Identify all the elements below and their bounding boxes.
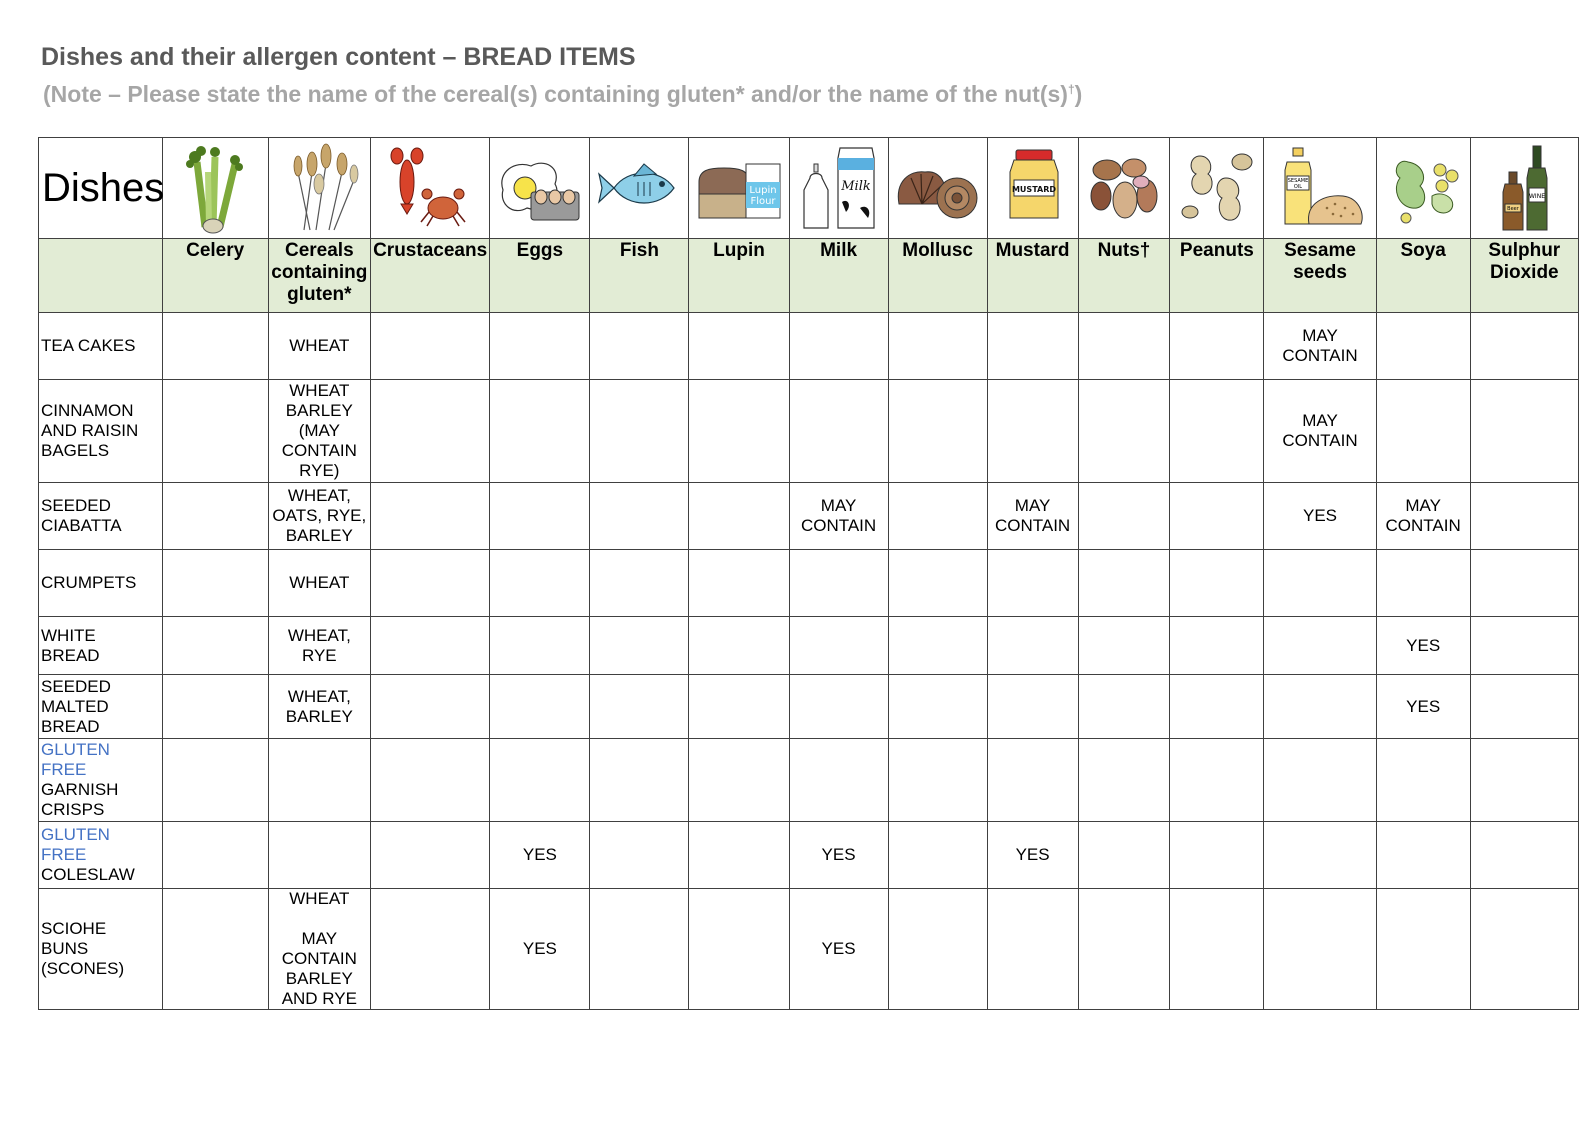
- allergen-cell-value: WHEAT, RYE: [287, 625, 351, 665]
- allergen-label-lupin: Lupin: [689, 239, 789, 313]
- svg-text:Milk: Milk: [840, 179, 871, 194]
- allergen-cell-value: MAY CONTAIN: [800, 496, 877, 535]
- table-row: [39, 822, 1579, 889]
- dish-name: [39, 822, 163, 889]
- allergen-cell-value: MAY CONTAIN: [994, 496, 1071, 535]
- allergen-cell: [268, 483, 370, 550]
- allergen-cell: [1470, 313, 1578, 380]
- gluten-free-tag: FREE: [41, 845, 87, 864]
- allergen-cell-value: YES: [1303, 506, 1338, 525]
- allergen-label-eggs: Eggs: [490, 239, 590, 313]
- allergen-label-soya: Soya: [1376, 239, 1470, 313]
- dish-name-line: SEEDED: [41, 676, 111, 696]
- allergen-cell: [1470, 380, 1578, 483]
- allergen-cell: [490, 739, 590, 822]
- dish-name-line: AND RAISIN: [41, 421, 139, 440]
- allergen-cell: [1264, 313, 1376, 380]
- allergen-cell: [1470, 617, 1578, 675]
- allergen-label-crustaceans: Crustaceans: [370, 239, 489, 313]
- dish-name-line: BREAD: [41, 716, 100, 736]
- allergen-cell: [590, 889, 689, 1010]
- dish-name: [39, 889, 163, 1010]
- allergen-cell: [162, 822, 268, 889]
- allergen-cell: [689, 739, 789, 822]
- allergen-cell: [987, 313, 1078, 380]
- dish-name-line: MALTED: [41, 696, 109, 716]
- allergen-cell: [1170, 889, 1264, 1010]
- allergen-cell: [1170, 675, 1264, 739]
- allergen-cell: [1078, 675, 1170, 739]
- allergen-cell: [987, 822, 1078, 889]
- lupin-icon: [689, 138, 789, 239]
- allergen-cell: [888, 617, 987, 675]
- dish-name: [39, 739, 163, 822]
- allergen-cell: [689, 617, 789, 675]
- svg-text:MUSTARD: MUSTARD: [1011, 185, 1056, 194]
- allergen-cell: [370, 822, 489, 889]
- allergen-cell: [1376, 675, 1470, 739]
- allergen-cell: [162, 313, 268, 380]
- allergen-cell: [1264, 550, 1376, 617]
- allergen-cell: [268, 739, 370, 822]
- allergen-cell: [689, 822, 789, 889]
- dishes-label-cell: [39, 239, 163, 313]
- allergen-cell: [1376, 313, 1470, 380]
- allergen-cell: [370, 483, 489, 550]
- dish-name: [39, 313, 163, 380]
- dish-name: [39, 617, 163, 675]
- table-row: [39, 617, 1579, 675]
- dish-name-line: SCIOHE: [41, 919, 107, 938]
- allergen-cell: [370, 617, 489, 675]
- allergen-cell: [888, 550, 987, 617]
- allergen-cell: [162, 380, 268, 483]
- dish-name-line: BREAD: [41, 645, 100, 665]
- allergen-cell: [590, 380, 689, 483]
- allergen-cell: [888, 739, 987, 822]
- allergen-cell: [1264, 889, 1376, 1010]
- allergen-cell-value: YES: [821, 845, 856, 864]
- allergen-label-celery: Celery: [162, 239, 268, 313]
- allergen-cell: [590, 313, 689, 380]
- milk-icon: [789, 138, 888, 239]
- dishes-header: Dishes: [39, 138, 163, 239]
- allergen-cell-value: WHEAT: [289, 573, 350, 592]
- allergen-cell: [1170, 483, 1264, 550]
- allergen-cell: [789, 483, 888, 550]
- allergen-cell: [1264, 822, 1376, 889]
- dish-name-line: TEA CAKES: [41, 336, 136, 355]
- svg-text:OIL: OIL: [1293, 184, 1303, 190]
- allergen-cell: [590, 739, 689, 822]
- allergen-cell: [1376, 617, 1470, 675]
- allergen-cell-value: WHEAT, OATS, RYE, BARLEY: [272, 486, 367, 545]
- dish-name-line: WHITE: [41, 625, 96, 645]
- allergen-cell: [1470, 739, 1578, 822]
- allergen-label-nuts: Nuts†: [1078, 239, 1170, 313]
- allergen-label-wheat: Cereals containing gluten*: [268, 239, 370, 313]
- allergen-cell: [1170, 550, 1264, 617]
- table-row: [39, 739, 1579, 822]
- dish-name: [39, 675, 163, 739]
- allergen-cell: [987, 550, 1078, 617]
- eggs-icon: [490, 138, 590, 239]
- allergen-cell: [689, 889, 789, 1010]
- allergen-cell: [1078, 380, 1170, 483]
- allergen-cell: [1470, 483, 1578, 550]
- allergen-cell: [162, 889, 268, 1010]
- note-dagger: †: [1067, 82, 1075, 97]
- allergen-cell: [370, 675, 489, 739]
- allergen-cell: [370, 380, 489, 483]
- allergen-cell: [987, 889, 1078, 1010]
- celery-icon: [162, 138, 268, 239]
- allergen-cell: [1264, 617, 1376, 675]
- fish-icon: [590, 138, 689, 239]
- allergen-cell: [1264, 380, 1376, 483]
- allergen-cell: [490, 313, 590, 380]
- allergen-cell-value: MAY CONTAIN: [1385, 496, 1461, 535]
- allergen-cell: [789, 313, 888, 380]
- allergen-cell: [1376, 889, 1470, 1010]
- allergen-cell: [1170, 380, 1264, 483]
- dish-name: [39, 550, 163, 617]
- svg-text:SESAME: SESAME: [1287, 178, 1309, 184]
- dish-name-line: CINNAMON: [41, 401, 134, 420]
- allergen-cell: [1470, 550, 1578, 617]
- allergen-cell: [1170, 822, 1264, 889]
- allergen-cell-value: WHEAT MAY CONTAIN BARLEY AND RYE: [281, 889, 357, 1008]
- allergen-cell-value: YES: [1015, 845, 1050, 864]
- allergen-cell: [490, 889, 590, 1010]
- allergen-cell: [268, 617, 370, 675]
- allergen-cell: [490, 380, 590, 483]
- dish-name-line: SEEDED: [41, 496, 111, 515]
- dish-name: [39, 380, 163, 483]
- allergen-cell: [888, 380, 987, 483]
- table-row: [39, 675, 1579, 739]
- allergen-cell: [1078, 822, 1170, 889]
- allergen-cell: [162, 550, 268, 617]
- mustard-icon: [987, 138, 1078, 239]
- allergen-cell: [1078, 617, 1170, 675]
- allergen-cell: [268, 550, 370, 617]
- allergen-cell-value: YES: [821, 939, 856, 958]
- allergen-cell: [590, 483, 689, 550]
- allergen-cell-value: WHEAT BARLEY (MAY CONTAIN RYE): [281, 381, 357, 480]
- allergen-cell: [888, 822, 987, 889]
- mollusc-icon: [888, 138, 987, 239]
- icon-row: [39, 138, 1579, 239]
- allergen-cell: [789, 617, 888, 675]
- allergen-cell: [370, 889, 489, 1010]
- allergen-cell: [1376, 822, 1470, 889]
- table-row: [39, 483, 1579, 550]
- allergen-cell: [1470, 675, 1578, 739]
- svg-text:WINE: WINE: [1529, 193, 1546, 200]
- allergen-cell: [987, 483, 1078, 550]
- allergen-label-sulphur-dioxide: Sulphur Dioxide: [1470, 239, 1578, 313]
- allergen-cell-value: YES: [1406, 635, 1441, 655]
- allergen-cell: [1170, 739, 1264, 822]
- dish-name-line: BUNS: [41, 939, 89, 958]
- allergen-cell-value: WHEAT, BARLEY: [285, 686, 353, 726]
- allergen-cell: [490, 675, 590, 739]
- allergen-cell: [1078, 550, 1170, 617]
- wheat-icon: [268, 138, 370, 239]
- allergen-cell: [370, 550, 489, 617]
- dish-name-line: BAGELS: [41, 441, 110, 460]
- allergen-cell: [162, 739, 268, 822]
- allergen-cell-value: YES: [522, 845, 557, 864]
- gluten-free-tag: GLUTEN: [41, 740, 110, 759]
- allergen-table: [38, 137, 1579, 1010]
- allergen-cell: [590, 822, 689, 889]
- allergen-cell: [888, 675, 987, 739]
- allergen-label-sesame: Sesame seeds: [1264, 239, 1376, 313]
- allergen-cell: [1170, 617, 1264, 675]
- allergen-label-mustard: Mustard: [987, 239, 1078, 313]
- allergen-label-mollusc: Mollusc: [888, 239, 987, 313]
- allergen-cell: [1264, 739, 1376, 822]
- allergen-label-fish: Fish: [590, 239, 689, 313]
- allergen-cell: [370, 313, 489, 380]
- dish-name-line: CIABATTA: [41, 516, 122, 535]
- allergen-cell: [1376, 550, 1470, 617]
- allergen-cell: [268, 675, 370, 739]
- peanuts-icon: [1170, 138, 1264, 239]
- allergen-cell: [490, 822, 590, 889]
- sesame-icon: [1264, 138, 1376, 239]
- allergen-cell: [1376, 483, 1470, 550]
- allergen-cell: [590, 550, 689, 617]
- allergen-cell: [689, 483, 789, 550]
- allergen-cell: [1078, 483, 1170, 550]
- page-title: Dishes and their allergen content – BREAD ITEMS: [41, 43, 636, 71]
- nuts-icon: [1078, 138, 1170, 239]
- allergen-cell: [490, 617, 590, 675]
- table-row: [39, 313, 1579, 380]
- dish-name: [39, 483, 163, 550]
- allergen-cell: [268, 380, 370, 483]
- soya-icon: [1376, 138, 1470, 239]
- allergen-cell: [1078, 739, 1170, 822]
- allergen-cell: [162, 617, 268, 675]
- allergen-cell: [1470, 889, 1578, 1010]
- allergen-cell: [268, 313, 370, 380]
- allergen-cell: [1264, 675, 1376, 739]
- table-row: [39, 889, 1579, 1010]
- allergen-cell: [987, 380, 1078, 483]
- allergen-cell: [370, 739, 489, 822]
- allergen-cell: [888, 313, 987, 380]
- crustaceans-icon: [370, 138, 489, 239]
- allergen-cell: [789, 675, 888, 739]
- allergen-label-milk: Milk: [789, 239, 888, 313]
- allergen-cell: [689, 675, 789, 739]
- allergen-cell: [789, 739, 888, 822]
- allergen-cell: [490, 550, 590, 617]
- allergen-cell: [987, 675, 1078, 739]
- dish-name-line: CRISPS: [41, 800, 105, 819]
- allergen-cell: [490, 483, 590, 550]
- allergen-cell: [689, 380, 789, 483]
- allergen-cell: [1078, 313, 1170, 380]
- page-subtitle: [43, 81, 1082, 108]
- allergen-cell: [689, 550, 789, 617]
- allergen-header-row: [39, 239, 1579, 313]
- allergen-cell: [268, 889, 370, 1010]
- gluten-free-tag: GLUTEN: [41, 825, 110, 844]
- allergen-cell: [888, 889, 987, 1010]
- allergen-cell: [268, 822, 370, 889]
- gluten-free-tag: FREE: [41, 760, 87, 779]
- sulphur-dioxide-icon: [1470, 138, 1578, 239]
- allergen-cell: [1376, 739, 1470, 822]
- allergen-cell: [888, 483, 987, 550]
- svg-text:Flour: Flour: [750, 196, 776, 207]
- allergen-cell: [987, 617, 1078, 675]
- allergen-label-peanuts: Peanuts: [1170, 239, 1264, 313]
- dish-name-line: COLESLAW: [41, 865, 135, 884]
- allergen-cell: [590, 617, 689, 675]
- allergen-cell: [789, 550, 888, 617]
- allergen-cell-value: MAY CONTAIN: [1282, 326, 1358, 365]
- note-close: ): [1074, 81, 1083, 107]
- table-row: [39, 550, 1579, 617]
- allergen-cell: [987, 739, 1078, 822]
- allergen-cell: [789, 889, 888, 1010]
- dish-name-line: CRUMPETS: [41, 573, 137, 592]
- allergen-cell-value: YES: [1406, 696, 1441, 716]
- allergen-cell: [590, 675, 689, 739]
- dish-name-line: GARNISH: [41, 780, 119, 799]
- table-row: [39, 380, 1579, 483]
- allergen-cell: [1170, 313, 1264, 380]
- allergen-cell: [689, 313, 789, 380]
- allergen-cell: [1376, 380, 1470, 483]
- allergen-cell-value: YES: [522, 939, 557, 958]
- allergen-cell: [162, 675, 268, 739]
- allergen-cell: [1470, 822, 1578, 889]
- svg-text:Beer: Beer: [1507, 206, 1520, 212]
- allergen-cell: [1078, 889, 1170, 1010]
- allergen-cell: [789, 380, 888, 483]
- note-text: (Note – Please state the name of the cereal(s) containing gluten* and/or the name of the nut(s): [43, 81, 1068, 107]
- allergen-cell-value: WHEAT: [289, 336, 350, 355]
- allergen-cell-value: MAY CONTAIN: [1282, 411, 1358, 450]
- svg-text:Lupin: Lupin: [749, 185, 777, 196]
- dish-name-line: (SCONES): [41, 959, 125, 978]
- allergen-cell: [162, 483, 268, 550]
- allergen-cell: [1264, 483, 1376, 550]
- allergen-cell: [789, 822, 888, 889]
